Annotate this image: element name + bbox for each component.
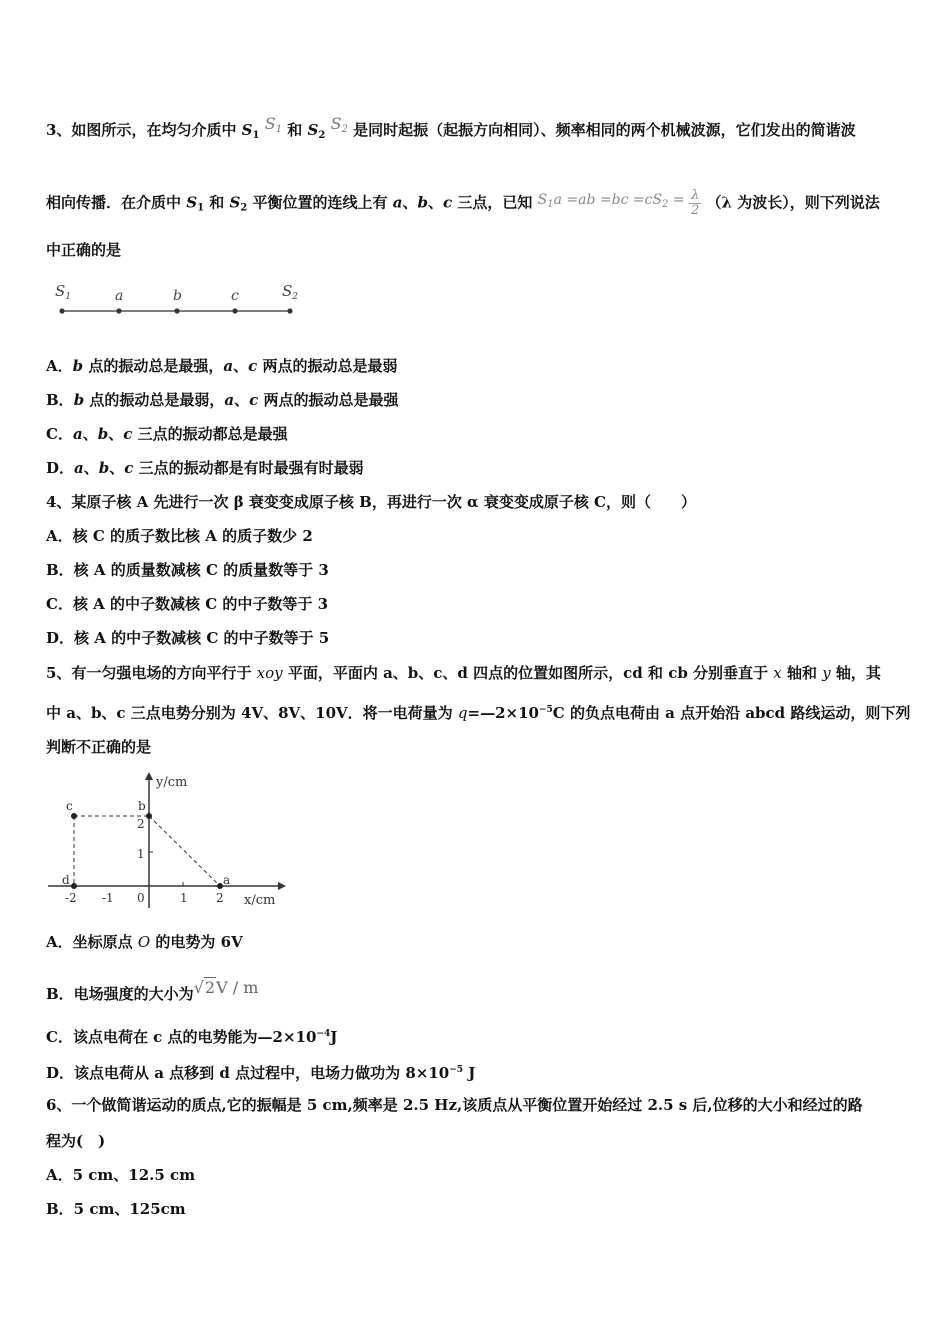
x-tick-label-1: 1	[180, 891, 188, 905]
point-label-b: b	[138, 799, 146, 813]
x-tick-label-minus-2: -2	[65, 891, 77, 905]
q5-stem-line-3: 判断不正确的是	[46, 738, 152, 756]
q6-option-a: A．5 cm、12.5 cm	[46, 1166, 196, 1184]
y-tick-label-1: 1	[137, 847, 145, 861]
distance-equation: $S_1a =ab =bc =cS_2$ =	[537, 191, 690, 210]
q5-option-a: A．坐标原点 O 的电势为 6V	[46, 933, 243, 951]
field-coordinate-figure	[40, 768, 290, 918]
q6-stem-line-1: 6、一个做简谐运动的质点,它的振幅是 5 cm,频率是 2.5 Hz,该质点从平衡位置开始经过 2.5 s 后,位移的大小和经过的路	[46, 1096, 863, 1114]
q4-option-b: B．核 A 的质量数减核 C 的质量数等于 3	[46, 561, 329, 579]
point-s2	[287, 308, 292, 313]
half-lambda-fraction: $\frac{\lambda}{2}$	[691, 188, 700, 218]
label-a: a	[115, 288, 124, 304]
y-axis-label: y/cm	[156, 775, 188, 790]
x-axis-label: x/cm	[244, 893, 276, 908]
q5-option-b: B．电场强度的大小为√2V / m	[46, 978, 259, 1003]
q6-option-b: B．5 cm、125cm	[46, 1200, 186, 1218]
q4-option-c: C．核 A 的中子数减核 C 的中子数等于 3	[46, 595, 329, 613]
q3-stem-line-3: 中正确的是	[46, 241, 122, 259]
point-c	[232, 308, 237, 313]
label-s2: $S_2$	[282, 282, 299, 302]
sqrt-expression: √2V / m	[193, 978, 259, 997]
label-s1: $S_1$	[55, 282, 72, 302]
q5-option-d: D．该点电荷从 a 点移到 d 点过程中，电场力做功为 $8\times 10^{-5}$ J	[46, 1064, 476, 1082]
x-tick-label-minus-1: -1	[102, 891, 114, 905]
point-d	[71, 883, 77, 889]
s2-symbol-image: $S_2$	[330, 114, 348, 135]
q4-option-a: A．核 C 的质子数比核 A 的质子数少 2	[46, 527, 313, 545]
point-s1	[59, 308, 64, 313]
point-label-c: c	[66, 799, 73, 813]
y-axis-arrow	[145, 772, 153, 780]
point-label-d: d	[62, 873, 70, 887]
q5-stem-line-2: 中 a、b、c 三点电势分别为 4V、8V、10V．将一电荷量为 $q=—2\times 10^{-5}C$ 的负点电荷由 a 点开始沿 abcd 路线运动，则下列	[46, 704, 911, 722]
q6-stem-line-2: 程为( )	[46, 1132, 106, 1150]
q3-stem-line-1: 3、如图所示，在均匀介质中 $S_1$ $S_1$ 和 $S_2$ $S_2$ 是同时起振（起振方向相同）、频率相同的两个机械波源，它们发出的简谐波	[46, 114, 856, 141]
x-tick-label-0: 0	[137, 891, 145, 905]
q4-option-d: D．核 A 的中子数减核 C 的中子数等于 5	[46, 629, 330, 647]
point-c	[71, 813, 77, 819]
q5-stem-line-1: 5、有一匀强电场的方向平行于 xoy 平面，平面内 a、b、c、d 四点的位置如图所示，cd 和 cb 分别垂直于 x 轴和 y 轴，其	[46, 664, 881, 682]
point-a	[116, 308, 121, 313]
segment-ba	[149, 816, 220, 886]
x-tick-label-2: 2	[216, 891, 224, 905]
q3-stem-line-2: 相向传播．在介质中 $S_1$ 和 $S_2$ 平衡位置的连线上有 a、b、c 三点，已知 $S_1a =ab =bc =cS_2$ = $\frac{\lambda}{2}$ （λ 为波长），则下列说法	[46, 188, 880, 218]
point-b	[146, 813, 152, 819]
s1-symbol-image: $S_1$	[264, 114, 283, 135]
label-c: c	[231, 288, 239, 304]
label-b: b	[173, 288, 182, 304]
y-tick-label-2: 2	[137, 817, 145, 831]
wave-source-figure	[52, 278, 312, 322]
q3-option-c: C．a、b、c 三点的振动都总是最强	[46, 425, 288, 443]
point-label-a: a	[223, 873, 231, 887]
q5-option-c: C．该点电荷在 c 点的电势能为$—2\times 10^{-4}J$	[46, 1028, 338, 1046]
point-b	[174, 308, 179, 313]
q3-option-a: A．b 点的振动总是最强，a、c 两点的振动总是最弱	[46, 357, 398, 375]
q3-option-b: B．b 点的振动总是最弱，a、c 两点的振动总是最强	[46, 391, 399, 409]
x-axis-arrow	[278, 882, 286, 890]
q3-option-d: D．a、b、c 三点的振动都是有时最强有时最弱	[46, 459, 364, 477]
q4-stem: 4、某原子核 A 先进行一次 β 衰变变成原子核 B，再进行一次 α 衰变变成原子核 C，则（ ）	[46, 493, 696, 511]
